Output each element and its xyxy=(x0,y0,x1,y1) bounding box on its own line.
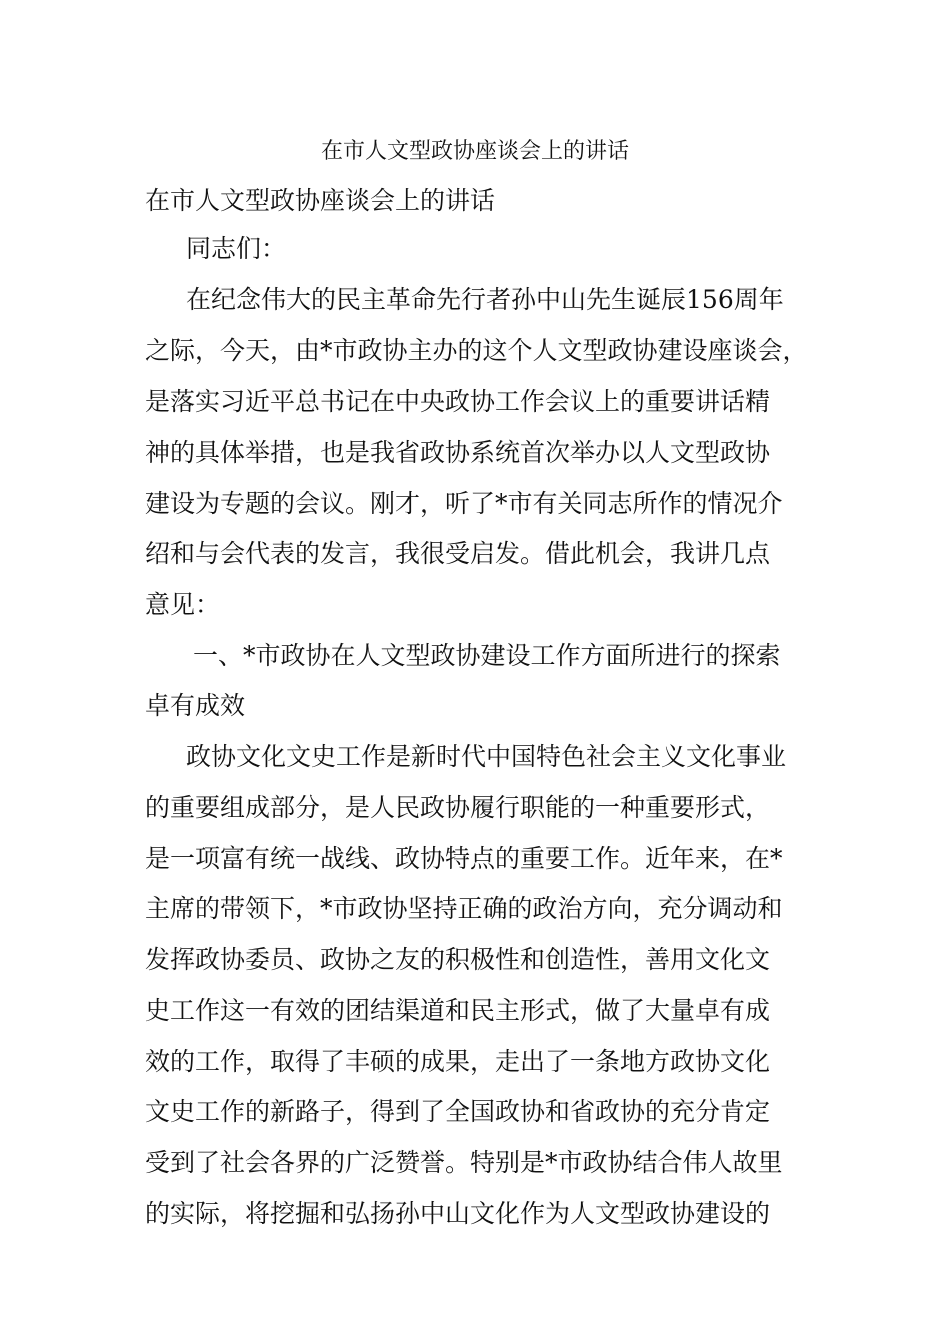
paragraph-line: 在纪念伟大的民主革命先行者孙中山先生诞辰156周年 xyxy=(186,285,784,314)
paragraph-line: 是一项富有统一战线、政协特点的重要工作。近年来，在* xyxy=(145,844,783,873)
section-heading-continued: 卓有成效 xyxy=(145,691,246,720)
paragraph-line: 的实际，将挖掘和弘扬孙中山文化作为人文型政协建设的 xyxy=(145,1199,771,1228)
section-heading: 一、*市政协在人文型政协建设工作方面所进行的探索 xyxy=(193,641,781,670)
paragraph-line: 神的具体举措，也是我省政协系统首次举办以人文型政协 xyxy=(145,438,771,467)
document-subtitle: 在市人文型政协座谈会上的讲话 xyxy=(145,186,496,215)
paragraph-line: 绍和与会代表的发言，我很受启发。借此机会，我讲几点 xyxy=(145,539,771,568)
paragraph-line: 效的工作，取得了丰硕的成果，走出了一条地方政协文化 xyxy=(145,1047,771,1076)
document-title: 在市人文型政协座谈会上的讲话 xyxy=(320,139,629,164)
paragraph-line: 之际，今天，由*市政协主办的这个人文型政协建设座谈会， xyxy=(145,336,808,365)
paragraph-line: 的重要组成部分，是人民政协履行职能的一种重要形式， xyxy=(145,793,771,822)
salutation: 同志们： xyxy=(186,234,287,263)
paragraph-line: 政协文化文史工作是新时代中国特色社会主义文化事业 xyxy=(186,742,787,771)
paragraph-line: 是落实习近平总书记在中央政协工作会议上的重要讲话精 xyxy=(145,387,771,416)
paragraph-line: 建设为专题的会议。刚才，听了*市有关同志所作的情况介 xyxy=(145,489,783,518)
paragraph-line: 史工作这一有效的团结渠道和民主形式，做了大量卓有成 xyxy=(145,996,771,1025)
paragraph-line: 主席的带领下，*市政协坚持正确的政治方向，充分调动和 xyxy=(145,894,783,923)
paragraph-line: 文史工作的新路子，得到了全国政协和省政协的充分肯定 xyxy=(145,1097,771,1126)
paragraph-line: 受到了社会各界的广泛赞誉。特别是*市政协结合伟人故里 xyxy=(145,1148,783,1177)
paragraph-line: 发挥政协委员、政协之友的积极性和创造性，善用文化文 xyxy=(145,945,771,974)
paragraph-line: 意见： xyxy=(145,590,221,619)
